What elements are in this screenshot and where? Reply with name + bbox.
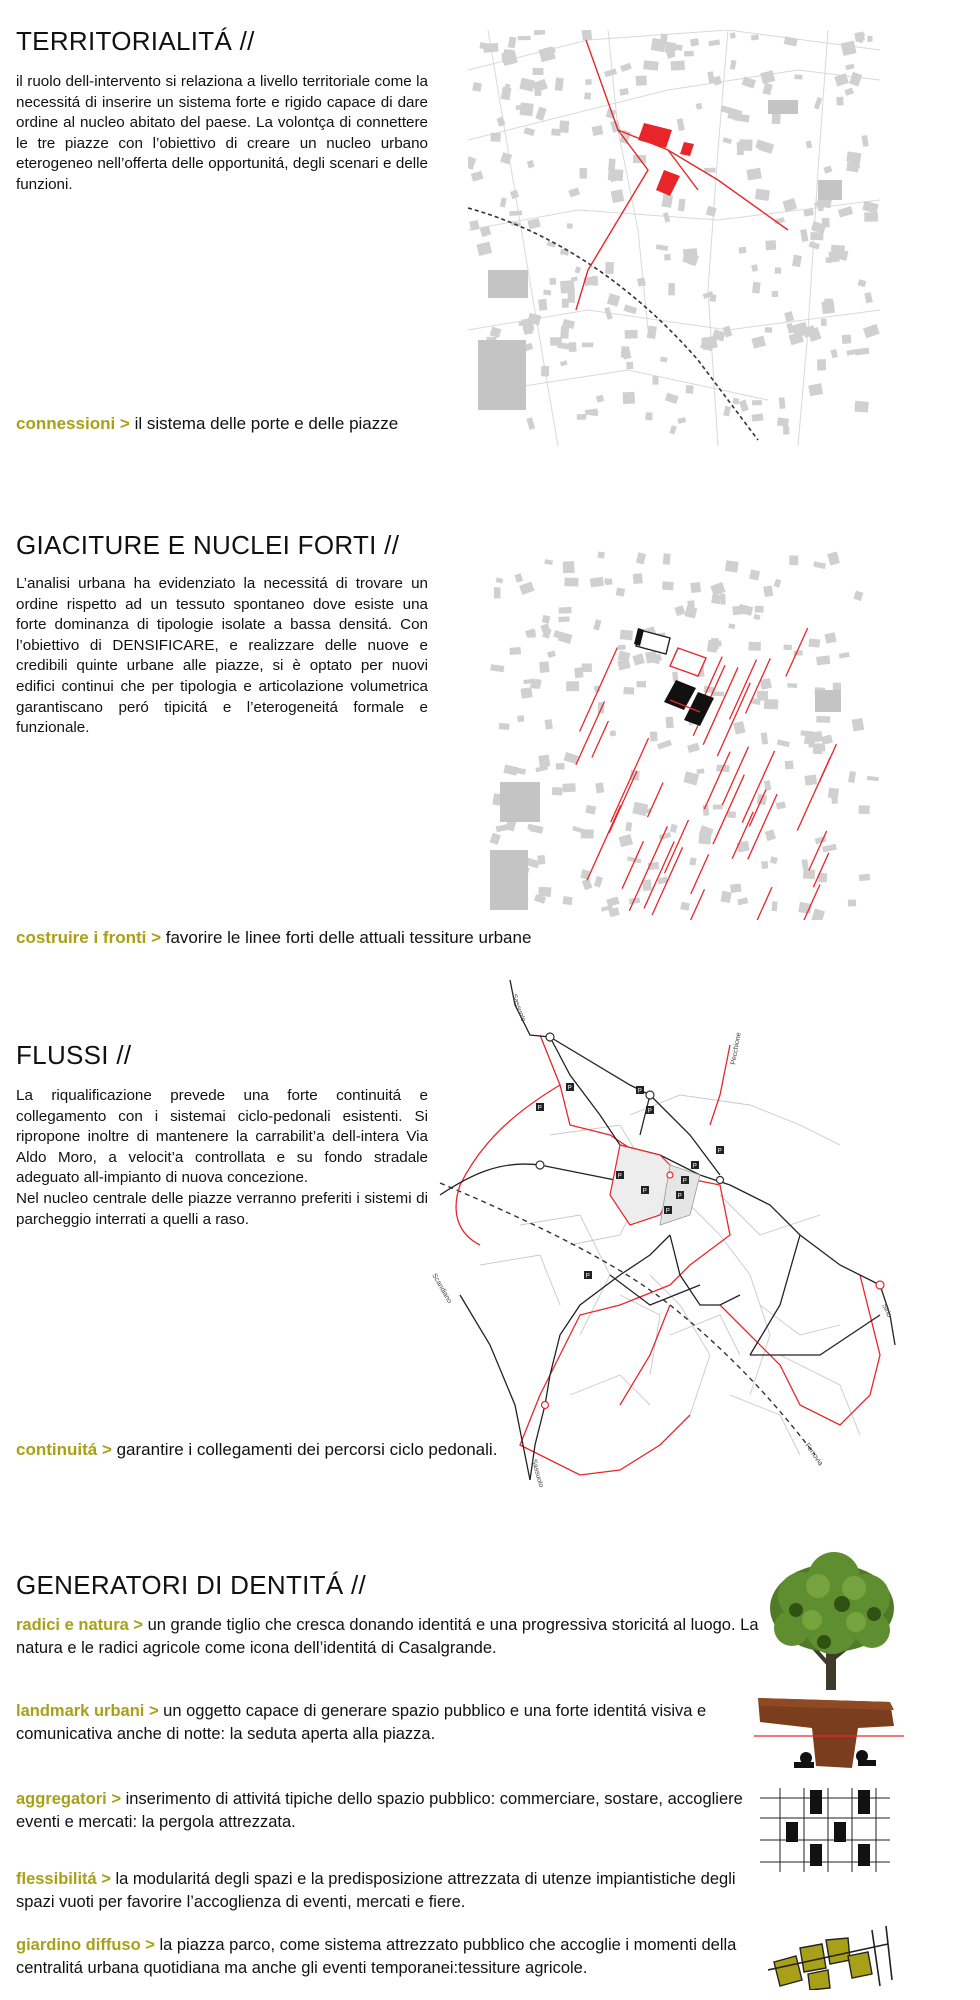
caption-keyword: continuitá > [16, 1440, 112, 1459]
parking-marker-label: P [617, 1173, 622, 1180]
parking-marker-label: P [717, 1148, 722, 1155]
territorial-map [468, 30, 880, 446]
map-label-bottom: Sassuolo [530, 1458, 545, 1489]
parking-marker-label: P [642, 1188, 647, 1195]
item-text: la piazza parco, come sistema attrezzato pubblico che accoglie i momenti della centralitá urbana quotidiana ma anche gli eventi temporanei:tessiture agricole. [16, 1936, 737, 1977]
section-body-giaciture: L’analisi urbana ha evidenziato la necessitá di trovare un ordine rispetto ad un tessuto spontaneo dove esiste una forte dominanza di tipologie isolate a bassa densitá. Con l’obiettivo di DENSIFICARE, e realizzare delle nuove e credibili quinte urbane alle piazze, si è optato per nuovi edifici continui che per tipologia e articolazione volumetrica garantiscano peró tipicitá e l’eterogeneitá formale e funzionale. [16, 575, 428, 737]
caption-text: garantire i collegamenti dei percorsi ciclo pedonali. [111, 1440, 498, 1459]
list-item [16, 1614, 761, 1660]
parking-marker-label: P [677, 1193, 682, 1200]
item-keyword: giardino diffuso > [16, 1936, 155, 1954]
item-keyword: landmark urbani > [16, 1702, 159, 1720]
parking-marker-label: P [637, 1088, 642, 1095]
map-label-rail: Ferrovia [803, 1442, 824, 1468]
list-item [16, 1868, 761, 1914]
map-label-right: Sirio [880, 1302, 893, 1319]
section-body-flussi: La riqualificazione prevede una forte continuitá e collegamento con i sistemai ciclo-pedonali esistenti. Si ripropone inoltre di mantenere la carrabilit’a dell-intera Via Aldo Moro, a velocit’a controllata e su fondo stradale adeguato all-impianto di nuova concezione. Nel nucleo centrale delle piazze verranno preferiti i sistemi di parcheggio interrati a quelli a raso. [16, 1087, 428, 1228]
section-title-generatori: GENERATORI DI DENTITÁ // [16, 1570, 367, 1600]
caption-text: il sistema delle porte e delle piazze [129, 414, 399, 433]
list-item [16, 1788, 761, 1834]
section-title-territorialita: TERRITORIALITÁ // [16, 26, 255, 56]
caption-keyword: connessioni > [16, 414, 130, 433]
parking-marker-label: P [665, 1208, 670, 1215]
item-keyword: radici e natura > [16, 1616, 144, 1634]
parking-marker-label: P [567, 1085, 572, 1092]
item-text: la modularitá degli spazi e la predisposizione attrezzata di utenze impiantistiche degli spazi vuoti per favorire l’accoglienza di eventi, mercati e fiere. [16, 1870, 736, 1911]
urban-fabric-map-drawing [470, 550, 890, 920]
parking-marker-label: P [537, 1105, 542, 1112]
caption-text: favorire le linee forti delle attuali tessiture urbane [161, 928, 532, 947]
map-label-right-top: Pecchione [730, 1031, 743, 1066]
caption-giaciture [16, 928, 531, 948]
section-body-territorialita: il ruolo dell-intervento si relaziona a livello territoriale come la necessitá di inserire un sistema forte e rigido capace di dare ordine al nucleo abitato del paese. La volontça di connettere le tre piazze con l’obiettivo di creare un nucleo urbano eterogeneo nell’offerta delle opportunitá, degli scenari e delle funzioni. [16, 73, 428, 193]
territorial-map-drawing [468, 30, 880, 446]
item-keyword: aggregatori > [16, 1790, 121, 1808]
item-text: un grande tiglio che cresca donando identitá e una progressiva storicitá al luogo. La natura e le radici agricole come icona dell’identitá di Casalgrande. [16, 1616, 759, 1657]
map-label-left: Scandiano [430, 1272, 453, 1305]
parking-marker-label: P [585, 1273, 590, 1280]
pergola-icon [760, 1788, 890, 1872]
section-title-giaciture: GIACITURE E NUCLEI FORTI // [16, 530, 400, 560]
item-text: un oggetto capace di generare spazio pubblico e una forte identitá visiva e comunicativa anche di notte: la seduta aperta alla piazza. [16, 1702, 707, 1743]
caption-keyword: costruire i fronti > [16, 928, 161, 947]
tree-icon [762, 1548, 902, 1694]
parking-marker-label: P [682, 1178, 687, 1185]
map-label-top: Sassuolo [510, 993, 527, 1023]
list-item [16, 1934, 761, 1980]
parking-marker-label: P [692, 1163, 697, 1170]
garden-patches-icon [768, 1926, 894, 1990]
bench-landmark-icon [754, 1688, 904, 1774]
flows-map-drawing [420, 975, 900, 1495]
caption-territorialita [16, 414, 398, 434]
list-item [16, 1700, 761, 1746]
urban-fabric-map [470, 550, 890, 920]
item-text: inserimento di attivitá tipiche dello spazio pubblico: commerciare, sostare, accogliere eventi e mercati: la pergola attrezzata. [16, 1790, 743, 1831]
item-keyword: flessibilitá > [16, 1870, 111, 1888]
section-title-flussi: FLUSSI // [16, 1040, 132, 1070]
parking-marker-label: P [647, 1108, 652, 1115]
flows-map [420, 975, 900, 1495]
